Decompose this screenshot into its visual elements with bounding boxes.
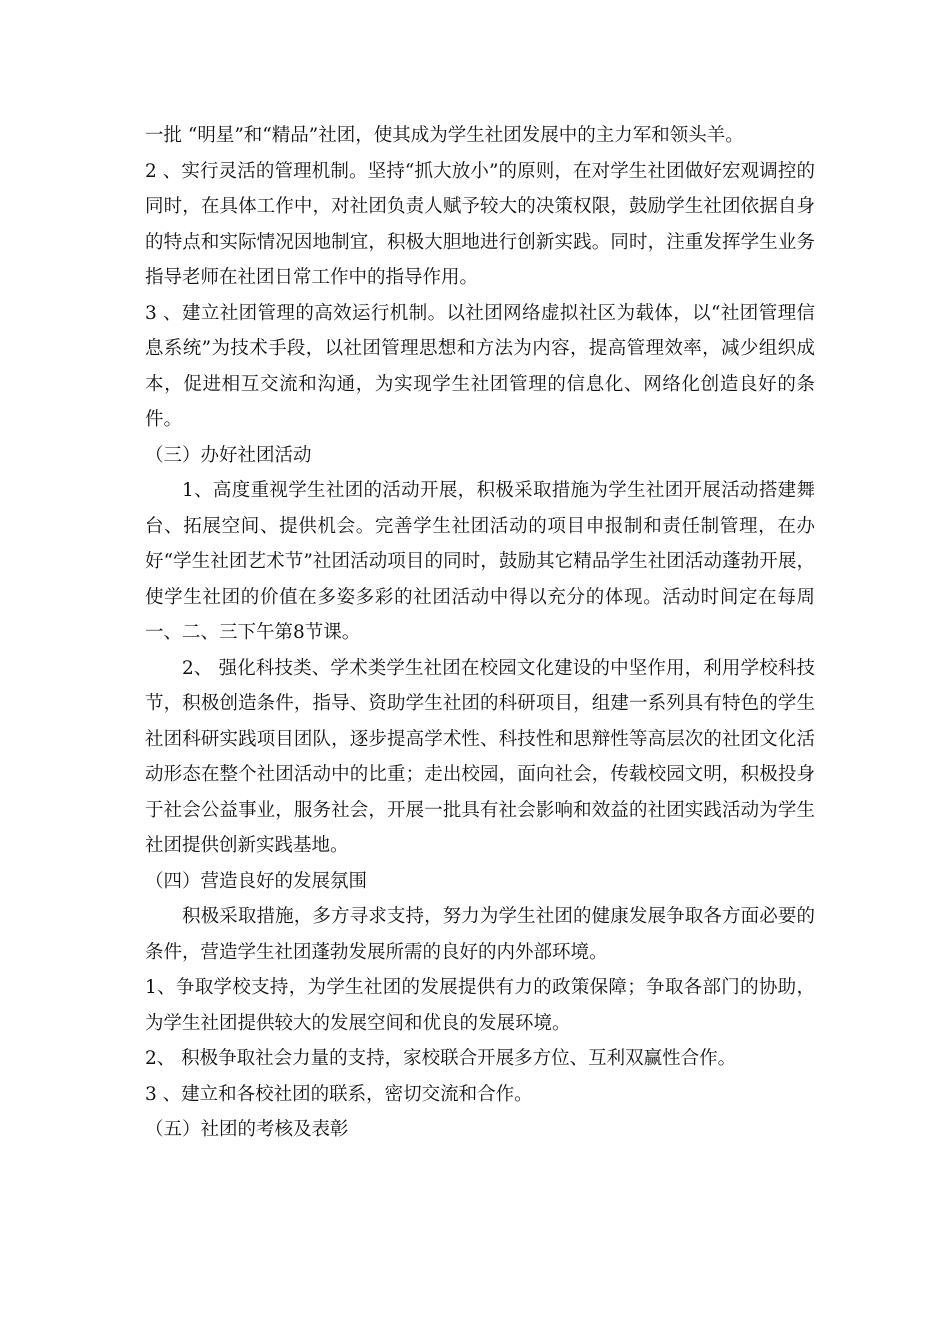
- section-heading-4: （四）营造良好的发展氛围: [145, 870, 368, 892]
- paragraph-activities-1: 1、高度重视学生社团的活动开展，积极采取措施为学生社团开展活动搭建舞台、拓展空间、提供机会。完善学生社团活动的项目申报制和责任制管理，在办好“学生社团艺术节”社团活动项目的同时，鼓励其它精品学生社团活动蓬勃开展，使学生社团的价值在多姿多彩的社团活动中得以充分的体现。活动时间定在每周一、二、三下午第8节课。: [145, 480, 815, 643]
- paragraph-efficient-mechanism: 3 、建立社团管理的高效运行机制。以社团网络虚拟社区为载体，以“社团管理信息系统”为技术手段，以社团管理思想和方法为内容，提高管理效率，减少组织成本，促进相互交流和沟通，为实现学生社团管理的信息化、网络化创造良好的条件。: [145, 302, 815, 430]
- paragraph-atmosphere-intro: 积极采取措施，多方寻求支持，努力为学生社团的健康发展争取各方面必要的条件，营造学生社团蓬勃发展所需的良好的内外部环境。: [145, 906, 815, 963]
- paragraph-school-support: 1、争取学校支持，为学生社团的发展提供有力的政策保障；争取各部门的协助，为学生社团提供较大的发展空间和优良的发展环境。: [145, 977, 815, 1034]
- section-heading-5: （五）社团的考核及表彰: [145, 1119, 349, 1140]
- paragraph-school-links: 3 、建立和各校社团的联系，密切交流和合作。: [145, 1083, 533, 1105]
- paragraph-social-support: 2、 积极争取社会力量的支持，家校联合开展多方位、互利双赢性合作。: [145, 1048, 737, 1069]
- paragraph-flexible-management: 2 、实行灵活的管理机制。坚持“抓大放小”的原则，在对学生社团做好宏观调控的同时，在具体工作中，对社团负责人赋予较大的决策权限，鼓励学生社团依据自身的特点和实际情况因地制宜，积极大胆地进行创新实践。同时，注重发挥学生业务指导老师在社团日常工作中的指导作用。: [145, 160, 815, 288]
- paragraph-activities-2: 2、 强化科技类、学术类学生社团在校园文化建设的中坚作用，利用学校科技节，积极创造条件，指导、资助学生社团的科研项目，组建一系列具有特色的学生社团科研实践项目团队，逐步提高学术性、科技性和思辩性等高层次的社团文化活动形态在整个社团活动中的比重；走出校园，面向社会，传载校园文明，积极投身于社会公益事业，服务社会，开展一批具有社会影响和效益的社团实践活动为学生社团提供创新实践基地。: [145, 657, 815, 856]
- section-heading-3: （三）办好社团活动: [145, 444, 312, 466]
- document-page: [145, 118, 815, 1148]
- paragraph-star-clubs: 一批 “明星”和“精品”社团，使其成为学生社团发展中的主力军和领头羊。: [145, 125, 744, 146]
